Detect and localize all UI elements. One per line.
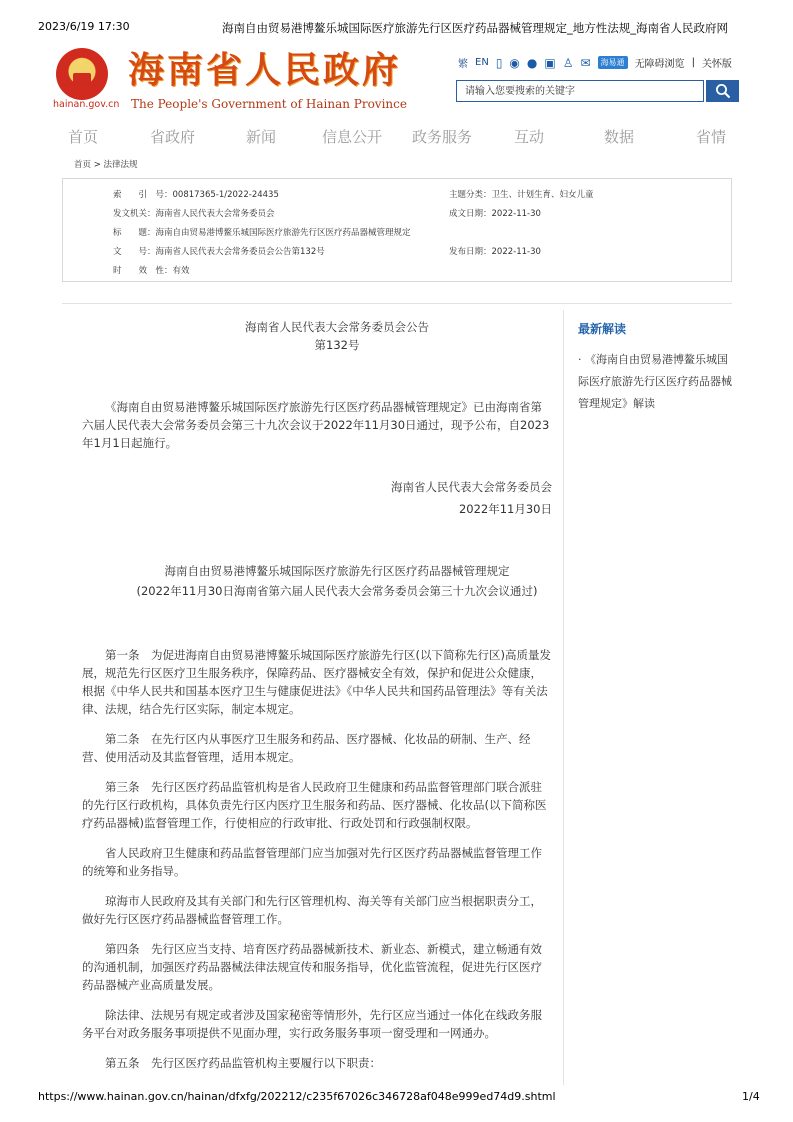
nav-item-provincial-government[interactable]: 省政府 — [150, 128, 196, 146]
meta-title-row — [113, 226, 411, 238]
meta-docno-label: 文 号： — [113, 247, 156, 257]
main-nav — [62, 126, 734, 148]
print-page-title: 海南自由贸易港博鳌乐城国际医疗旅游先行区医疗药品器械管理规定_地方性法规_海南省人民政府网 — [222, 21, 728, 35]
top-toolbar — [458, 55, 732, 70]
meta-validity-label: 时 效 性： — [113, 266, 173, 276]
meta-topic-value: 卫生、计划生育、妇女儿童 — [491, 190, 594, 200]
meta-index-label: 索 引 号： — [113, 190, 173, 200]
breadcrumb-separator: > — [93, 160, 101, 170]
meta-validity-value: 有效 — [172, 266, 190, 276]
weibo-icon[interactable]: ◉ — [509, 55, 520, 70]
document-metadata-table — [62, 178, 732, 282]
meta-title-label: 标 题： — [113, 228, 156, 238]
article-paragraph: 省人民政府卫生健康和药品监督管理部门应当加强对先行区医疗药品器械监督管理工作的统筹和业务指导。 — [82, 846, 542, 878]
breadcrumb — [74, 158, 138, 170]
nav-item-data[interactable]: 数据 — [604, 128, 635, 146]
sidebar-heading: 最新解读 — [578, 322, 627, 336]
meta-published-value: 2022-11-30 — [491, 247, 541, 257]
article-paragraph: 第一条 为促进海南自由贸易港博鳌乐城国际医疗旅游先行区(以下简称先行区)高质量发展，规范先行区医疗卫生服务秩序，保障药品、医疗器械安全有效，保护和促进公众健康，根据《中华人民共和国基本医疗卫生与健康促进法》《中华人民共和国药品管理法》等有关法律、法规，结合先行区实际，制定本规定。 — [82, 648, 551, 716]
mail-icon[interactable]: ✉ — [580, 55, 591, 70]
signing-date: 2022年11月30日 — [458, 502, 552, 516]
meta-topic-label: 主题分类： — [449, 190, 492, 200]
meta-issuer-value: 海南省人民代表大会常务委员会 — [155, 209, 275, 219]
meta-title-value: 海南自由贸易港博鳌乐城国际医疗旅游先行区医疗药品器械管理规定 — [155, 228, 411, 238]
nav-item-home[interactable]: 首页 — [68, 128, 99, 146]
nav-item-information-disclosure[interactable]: 信息公开 — [322, 128, 383, 146]
meta-published-label: 发布日期： — [449, 247, 492, 257]
accessible-browse-link[interactable]: 无障碍浏览 — [634, 59, 685, 70]
elderly-mode-link[interactable]: 关怀版 — [701, 59, 732, 70]
nav-item-province-info[interactable]: 省情 — [696, 128, 727, 146]
article-paragraph: 第五条 先行区医疗药品监管机构主要履行以下职责： — [105, 1056, 381, 1070]
announcement-title: 海南省人民代表大会常务委员会公告 — [245, 320, 429, 334]
article-paragraph: 第二条 在先行区内从事医疗卫生服务和药品、医疗器械、化妆品的研制、生产、经营、使用活动及其监督管理，适用本规定。 — [82, 732, 531, 764]
meta-index-value: 00817365-1/2022-24435 — [172, 190, 279, 200]
signing-organization: 海南省人民代表大会常务委员会 — [391, 480, 552, 494]
meta-created-row — [449, 207, 541, 219]
traditional-chinese-link[interactable]: 繁 — [458, 59, 468, 70]
nav-item-news[interactable]: 新闻 — [246, 128, 277, 146]
wechat-icon[interactable]: ● — [526, 55, 538, 70]
meta-published-row — [449, 245, 541, 257]
nav-item-interaction[interactable]: 互动 — [514, 128, 545, 146]
user-icon[interactable]: ♙ — [562, 55, 574, 70]
nav-item-government-services[interactable]: 政务服务 — [412, 128, 473, 146]
meta-validity-row — [113, 264, 190, 276]
mobile-icon[interactable]: ▯ — [495, 55, 503, 70]
robot-icon[interactable]: ▣ — [544, 55, 556, 70]
article-paragraph: 琼海市人民政府及其有关部门和先行区管理机构、海关等有关部门应当根据职责分工，做好先行区医疗药品器械监督管理工作。 — [82, 894, 542, 926]
meta-topic-row — [449, 188, 594, 200]
english-link[interactable]: EN — [475, 57, 489, 68]
logo-domain: hainan.gov.cn — [53, 99, 120, 110]
meta-docno-value: 海南省人民代表大会常务委员会公告第132号 — [155, 247, 325, 257]
regulation-title: 海南自由贸易港博鳌乐城国际医疗旅游先行区医疗药品器械管理规定 — [164, 564, 510, 578]
meta-created-value: 2022-11-30 — [491, 209, 541, 219]
meta-index-row — [113, 188, 279, 200]
content-divider — [62, 303, 732, 304]
site-logo-english: The People's Government of Hainan Province — [131, 97, 407, 111]
announcement-number: 第132号 — [314, 338, 360, 352]
search-button[interactable] — [706, 80, 739, 102]
site-logo-chinese[interactable]: 海南省人民政府 — [128, 49, 402, 91]
breadcrumb-home[interactable]: 首页 — [74, 160, 92, 170]
meta-created-label: 成文日期： — [449, 209, 492, 219]
article-body — [82, 318, 552, 1072]
meta-issuer-label: 发文机关： — [113, 209, 156, 219]
regulation-subtitle: (2022年11月30日海南省第六届人民代表大会常务委员会第三十九次会议通过) — [136, 584, 538, 598]
article-paragraph: 除法律、法规另有规定或者涉及国家秘密等情形外，先行区应当通过一体化在线政务服务平台对政务服务事项提供不见面办理，实行政务服务事项一窗受理和一网通办。 — [82, 1008, 542, 1040]
print-date: 2023/6/19 17:30 — [38, 20, 130, 33]
sidebar-interpretation-link[interactable]: · 《海南自由贸易港博鳌乐城国际医疗旅游先行区医疗药品器械管理规定》解读 — [578, 353, 732, 410]
toolbar-separator: | — [691, 57, 695, 68]
haiyitong-app-link[interactable]: 海易通 — [598, 56, 628, 69]
meta-docno-row — [113, 245, 325, 257]
print-page-number: 1/4 — [742, 1090, 760, 1103]
search-icon — [715, 83, 731, 99]
sidebar-divider — [563, 310, 564, 1085]
print-footer-url: https://www.hainan.gov.cn/hainan/dfxfg/202212/c235f67026c346728af048e999ed74d9.shtml — [38, 1090, 556, 1103]
article-paragraph: 第三条 先行区医疗药品监管机构是省人民政府卫生健康和药品监督管理部门联合派驻的先行区行政机构，具体负责先行区内医疗卫生服务和药品、医疗器械、化妆品(以下简称医疗药品器械)监督管理工作，行使相应的行政审批、行政处罚和行政强制权限。 — [82, 780, 547, 830]
search-input[interactable]: 请输入您要搜索的关键字 — [456, 80, 704, 102]
national-emblem-icon[interactable]: ★ — [56, 48, 108, 100]
meta-issuer-row — [113, 207, 275, 219]
article-paragraph: 第四条 先行区应当支持、培育医疗药品器械新技术、新业态、新模式，建立畅通有效的沟通机制，加强医疗药品器械法律法规宣传和服务指导，优化监管流程，促进先行区医疗药品器械产业高质量发展。 — [82, 942, 542, 992]
announcement-paragraph: 《海南自由贸易港博鳌乐城国际医疗旅游先行区医疗药品器械管理规定》已由海南省第六届人民代表大会常务委员会第三十九次会议于2022年11月30日通过，现予公布，自2023年1月1日起施行。 — [82, 400, 550, 450]
breadcrumb-current[interactable]: 法律法规 — [103, 160, 138, 170]
